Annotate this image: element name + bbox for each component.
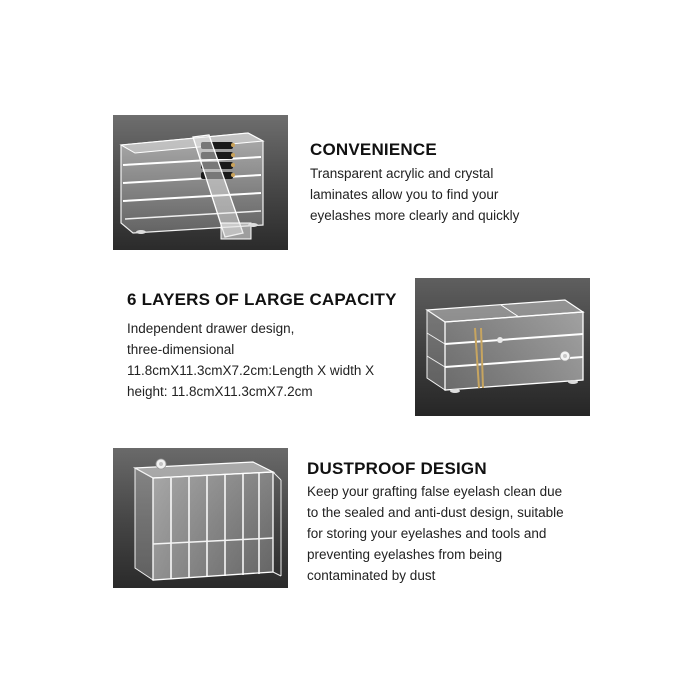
description-line: eyelashes more clearly and quickly xyxy=(310,208,520,223)
description-line: to the sealed and anti-dust design, suitable xyxy=(307,505,564,520)
description-line: Keep your grafting false eyelash clean due xyxy=(307,484,563,499)
acrylic-lash-tray-photo xyxy=(113,115,288,250)
description-line: for storing your eyelashes and tools and xyxy=(307,526,547,541)
acrylic-drawer-box-photo xyxy=(415,278,590,416)
description-line: 11.8cmX11.3cmX7.2cm:Length X width X xyxy=(127,363,375,378)
description-line: contaminated by dust xyxy=(307,568,436,583)
section-description-convenience xyxy=(310,163,519,226)
section-description-dustproof xyxy=(307,481,564,586)
description-line: preventing eyelashes from being xyxy=(307,547,503,562)
description-line: three-dimensional xyxy=(127,342,235,357)
description-line: Transparent acrylic and crystal xyxy=(310,166,494,181)
section-heading-dustproof: DUSTPROOF DESIGN xyxy=(307,459,487,478)
section-heading-capacity: 6 LAYERS OF LARGE CAPACITY xyxy=(127,290,397,309)
description-line: Independent drawer design, xyxy=(127,321,295,336)
section-description-capacity xyxy=(127,318,374,402)
section-heading-convenience: CONVENIENCE xyxy=(310,140,437,159)
description-line: laminates allow you to find your xyxy=(310,187,499,202)
dustproof-acrylic-case-photo xyxy=(113,448,288,588)
description-line: height: 11.8cmX11.3cmX7.2cm xyxy=(127,384,313,399)
